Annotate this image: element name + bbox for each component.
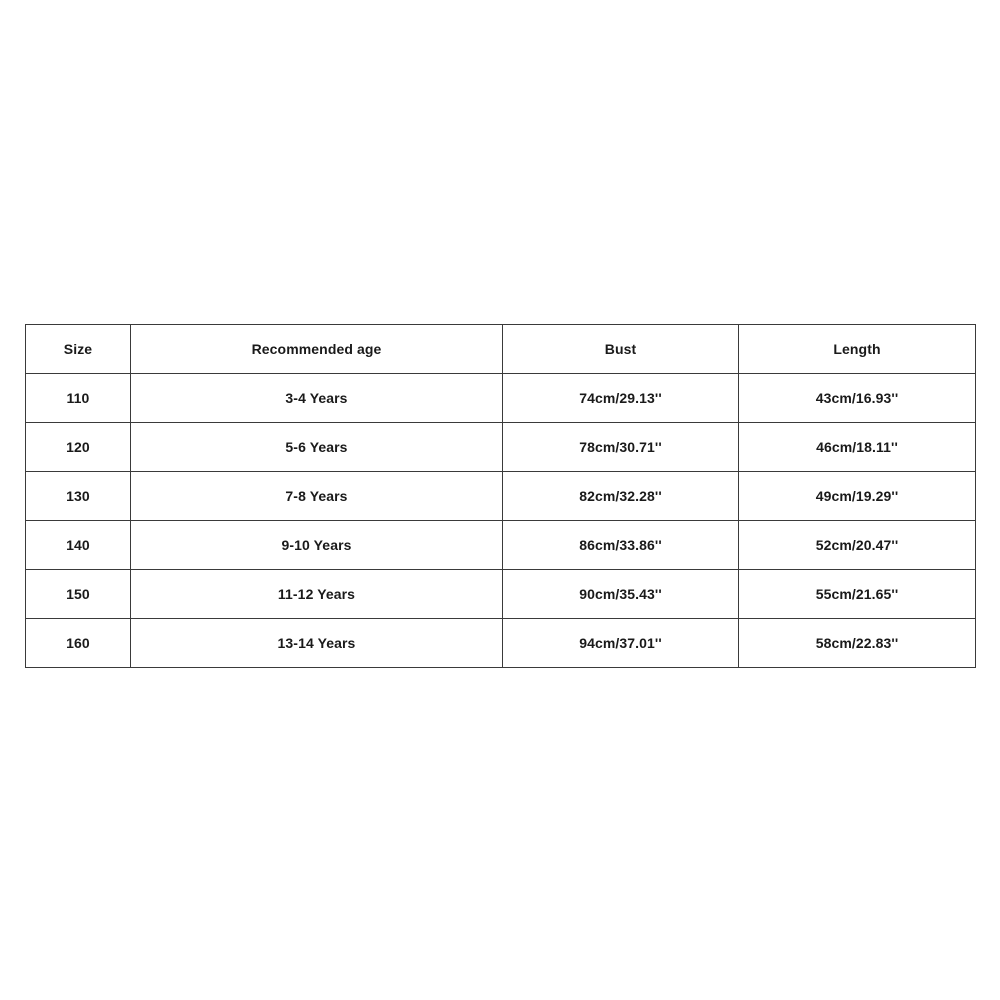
cell-bust: 82cm/32.28'' [503,472,739,521]
cell-length: 58cm/22.83'' [739,619,976,668]
table-row [26,570,976,619]
cell-recommended-age: 11-12 Years [131,570,503,619]
cell-size: 150 [26,570,131,619]
cell-bust: 74cm/29.13'' [503,374,739,423]
cell-bust: 90cm/35.43'' [503,570,739,619]
header-row [26,325,976,374]
header-bust: Bust [503,325,739,374]
size-chart-table [25,324,976,668]
cell-size: 130 [26,472,131,521]
cell-recommended-age: 13-14 Years [131,619,503,668]
cell-length: 46cm/18.11'' [739,423,976,472]
cell-size: 160 [26,619,131,668]
table-row [26,521,976,570]
cell-recommended-age: 3-4 Years [131,374,503,423]
cell-bust: 86cm/33.86'' [503,521,739,570]
cell-length: 49cm/19.29'' [739,472,976,521]
header-size: Size [26,325,131,374]
cell-bust: 78cm/30.71'' [503,423,739,472]
cell-length: 43cm/16.93'' [739,374,976,423]
table-row [26,423,976,472]
table-row [26,472,976,521]
cell-length: 55cm/21.65'' [739,570,976,619]
cell-size: 120 [26,423,131,472]
table-body [26,374,976,668]
table-row [26,619,976,668]
cell-size: 140 [26,521,131,570]
cell-recommended-age: 9-10 Years [131,521,503,570]
table-header [26,325,976,374]
header-length: Length [739,325,976,374]
header-recommended-age: Recommended age [131,325,503,374]
cell-length: 52cm/20.47'' [739,521,976,570]
cell-recommended-age: 5-6 Years [131,423,503,472]
cell-bust: 94cm/37.01'' [503,619,739,668]
cell-size: 110 [26,374,131,423]
table-row [26,374,976,423]
cell-recommended-age: 7-8 Years [131,472,503,521]
